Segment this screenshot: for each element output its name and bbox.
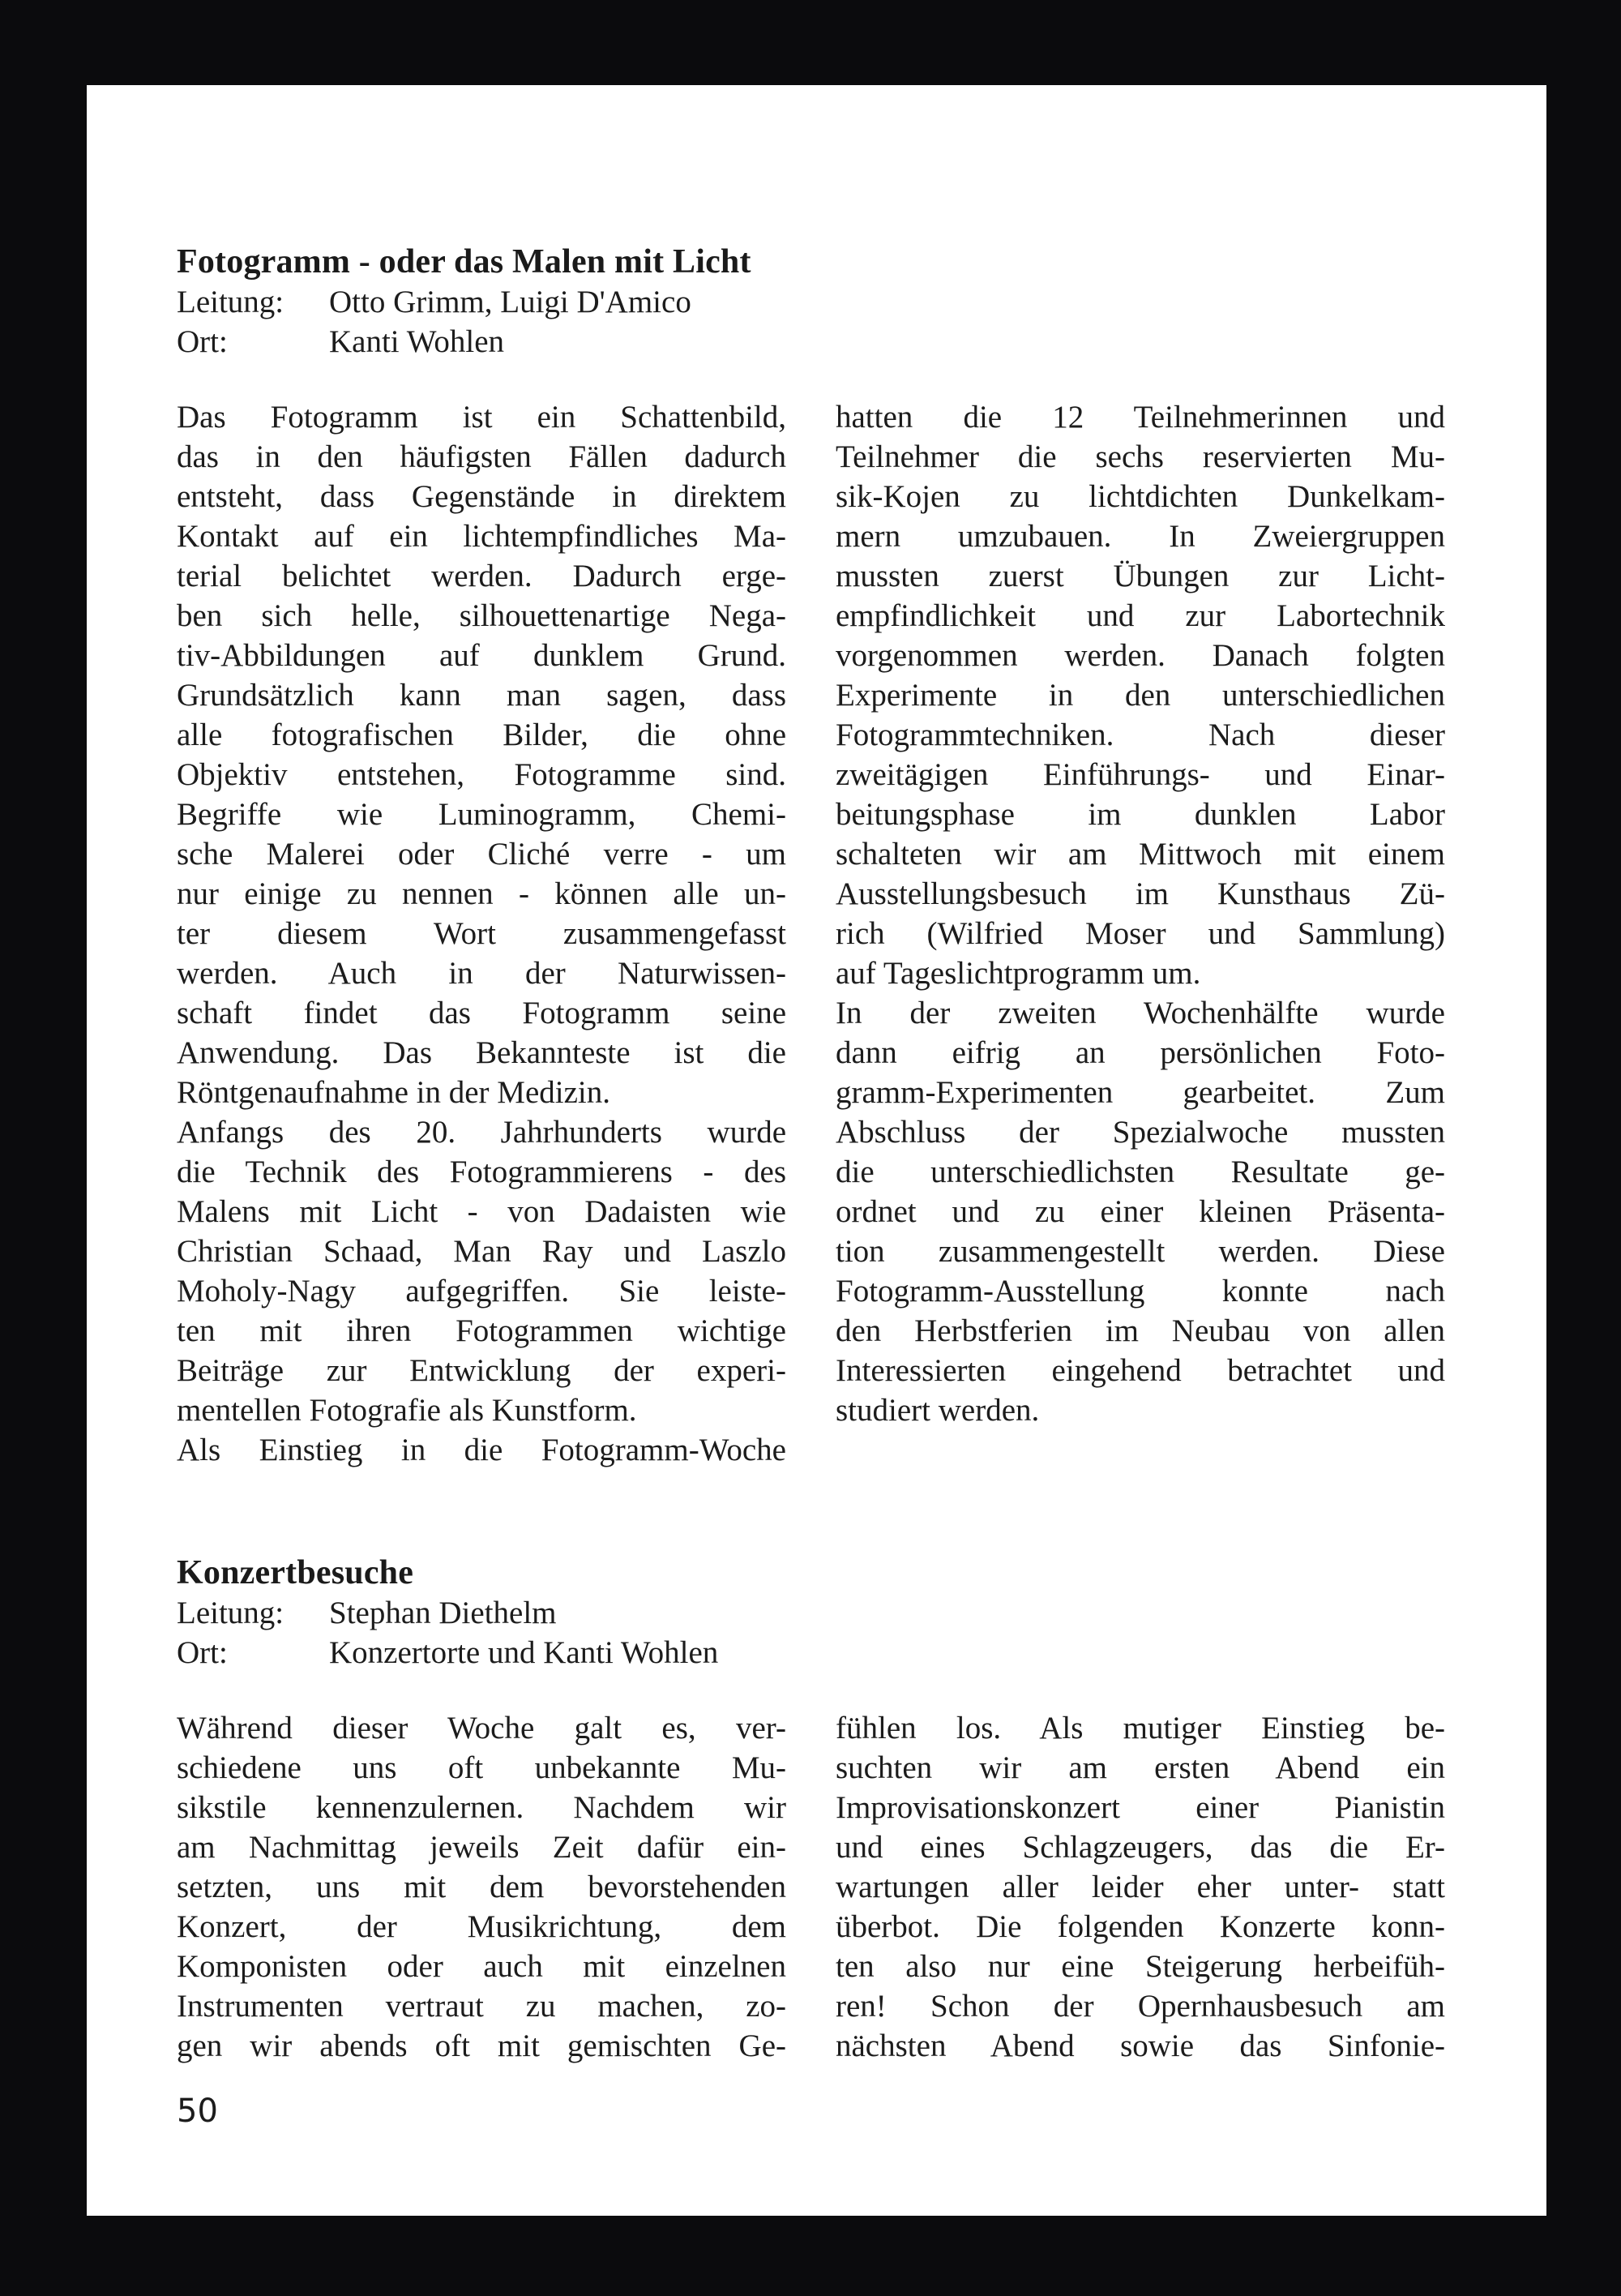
text-line: ten also nur eine Steigerung herbeifüh- — [836, 1949, 1445, 1984]
right-column — [836, 397, 1445, 1470]
text-line: die unterschiedlichsten Resultate ge- — [836, 1154, 1445, 1189]
text-line: Improvisationskonzert einer Pianistin — [836, 1790, 1445, 1825]
text-line: Anfangs des 20. Jahrhunderts wurde — [177, 1115, 786, 1150]
text-line: Während dieser Woche galt es, ver- — [177, 1711, 786, 1746]
text-line: sche Malerei oder Cliché verre - um — [177, 837, 786, 872]
text-line: mentellen Fotografie als Kunstform. — [177, 1393, 637, 1428]
text-line: fühlen los. Als mutiger Einstieg be- — [836, 1711, 1445, 1746]
text-line: alle fotografischen Bilder, die ohne — [177, 718, 786, 752]
text-line: Röntgenaufnahme in der Medizin. — [177, 1075, 611, 1110]
text-line: und eines Schlagzeugers, das die Er- — [836, 1830, 1445, 1865]
right-column — [836, 1708, 1445, 2066]
text-line: nur einige zu nennen - können alle un- — [177, 876, 786, 911]
text-line: ten mit ihren Fotogrammen wichtige — [177, 1313, 786, 1348]
text-line: mern umzubauen. In Zweiergruppen — [836, 519, 1445, 554]
left-column — [177, 1708, 786, 2066]
leitung-label: Leitung: — [177, 1596, 284, 1630]
text-line: Christian Schaad, Man Ray und Laszlo — [177, 1234, 786, 1269]
text-line: setzten, uns mit dem bevorstehenden — [177, 1870, 786, 1904]
text-line: nächsten Abend sowie das Sinfonie- — [836, 2028, 1445, 2063]
text-line: ordnet und zu einer kleinen Präsenta- — [836, 1194, 1445, 1229]
text-line: Konzert, der Musikrichtung, dem — [177, 1909, 786, 1944]
text-line: Teilnehmer die sechs reservierten Mu- — [836, 439, 1445, 474]
text-line: schalteten wir am Mittwoch mit einem — [836, 837, 1445, 872]
text-line: studiert werden. — [836, 1393, 1040, 1428]
text-line: die Technik des Fotogrammierens - des — [177, 1154, 786, 1189]
text-line: Ausstellungsbesuch im Kunsthaus Zü- — [836, 876, 1445, 911]
section-fotogramm — [177, 242, 1445, 1470]
document-page — [87, 85, 1546, 2216]
leitung-value: Stephan Diethelm — [329, 1596, 557, 1630]
text-line: sik-Kojen zu lichtdichten Dunkelkam- — [836, 479, 1445, 514]
text-line: Kontakt auf ein lichtempfindliches Ma- — [177, 519, 786, 554]
text-line: schaft findet das Fotogramm seine — [177, 996, 786, 1030]
ort-value: Konzertorte und Kanti Wohlen — [329, 1635, 719, 1670]
text-line: ben sich helle, silhouettenartige Nega- — [177, 598, 786, 633]
text-line: beitungsphase im dunklen Labor — [836, 797, 1445, 832]
leitung-row — [177, 282, 1445, 322]
text-line: Fotogrammtechniken. Nach dieser — [836, 718, 1445, 752]
ort-row — [177, 1633, 1445, 1673]
leitung-value: Otto Grimm, Luigi D'Amico — [329, 285, 691, 319]
text-line: gen wir abends oft mit gemischten Ge- — [177, 2028, 786, 2063]
text-line: rich (Wilfried Moser und Sammlung) — [836, 916, 1445, 951]
text-line: auf Tageslichtprogramm um. — [836, 956, 1201, 991]
text-line: Objektiv entstehen, Fotogramme sind. — [177, 757, 786, 792]
text-line: mussten zuerst Übungen zur Licht- — [836, 559, 1445, 593]
text-line: sikstile kennenzulernen. Nachdem wir — [177, 1790, 786, 1825]
section-title: Konzertbesuche — [177, 1554, 414, 1591]
text-line: tion zusammengestellt werden. Diese — [836, 1234, 1445, 1269]
text-line: hatten die 12 Teilnehmerinnen und — [836, 400, 1445, 435]
text-line: terial belichtet werden. Dadurch erge- — [177, 559, 786, 593]
text-line: vorgenommen werden. Danach folgten — [836, 638, 1445, 673]
text-line: am Nachmittag jeweils Zeit dafür ein- — [177, 1830, 786, 1865]
body-columns — [177, 1708, 1445, 2066]
section-title: Fotogramm - oder das Malen mit Licht — [177, 243, 751, 281]
text-line: Grundsätzlich kann man sagen, dass — [177, 678, 786, 713]
text-line: ter diesem Wort zusammengefasst — [177, 916, 786, 951]
text-line: dann eifrig an persönlichen Foto- — [836, 1035, 1445, 1070]
text-line: den Herbstferien im Neubau von allen — [836, 1313, 1445, 1348]
text-line: Abschluss der Spezialwoche mussten — [836, 1115, 1445, 1150]
text-line: In der zweiten Wochenhälfte wurde — [836, 996, 1445, 1030]
text-line: Begriffe wie Luminogramm, Chemi- — [177, 797, 786, 832]
text-line: werden. Auch in der Naturwissen- — [177, 956, 786, 991]
text-line: zweitägigen Einführungs- und Einar- — [836, 757, 1445, 792]
ort-row — [177, 322, 1445, 362]
section-konzertbesuche — [177, 1553, 1445, 2066]
text-line: Moholy-Nagy aufgegriffen. Sie leiste- — [177, 1274, 786, 1309]
text-line: das in den häufigsten Fällen dadurch — [177, 439, 786, 474]
text-line: empfindlichkeit und zur Labortechnik — [836, 598, 1445, 633]
text-line: Malens mit Licht - von Dadaisten wie — [177, 1194, 786, 1229]
text-line: Fotogramm-Ausstellung konnte nach — [836, 1274, 1445, 1309]
text-line: tiv-Abbildungen auf dunklem Grund. — [177, 638, 786, 673]
page-number: 50 — [177, 2093, 218, 2130]
text-line: Instrumenten vertraut zu machen, zo- — [177, 1989, 786, 2024]
text-line: Das Fotogramm ist ein Schattenbild, — [177, 400, 786, 435]
text-line: Als Einstieg in die Fotogramm-Woche — [177, 1433, 786, 1467]
body-columns — [177, 397, 1445, 1470]
text-line: Beiträge zur Entwicklung der experi- — [177, 1353, 786, 1388]
text-line: überbot. Die folgenden Konzerte konn- — [836, 1909, 1445, 1944]
text-line: gramm-Experimenten gearbeitet. Zum — [836, 1075, 1445, 1110]
leitung-label: Leitung: — [177, 285, 284, 319]
text-line: wartungen aller leider eher unter- statt — [836, 1870, 1445, 1904]
ort-label: Ort: — [177, 324, 228, 359]
text-line: ren! Schon der Opernhausbesuch am — [836, 1989, 1445, 2024]
ort-value: Kanti Wohlen — [329, 324, 505, 359]
left-column — [177, 397, 786, 1470]
ort-label: Ort: — [177, 1635, 228, 1670]
text-line: schiedene uns oft unbekannte Mu- — [177, 1750, 786, 1785]
text-line: Experimente in den unterschiedlichen — [836, 678, 1445, 713]
text-line: Interessierten eingehend betrachtet und — [836, 1353, 1445, 1388]
text-line: Komponisten oder auch mit einzelnen — [177, 1949, 786, 1984]
text-line: entsteht, dass Gegenstände in direktem — [177, 479, 786, 514]
text-line: Anwendung. Das Bekannteste ist die — [177, 1035, 786, 1070]
text-line: suchten wir am ersten Abend ein — [836, 1750, 1445, 1785]
leitung-row — [177, 1593, 1445, 1633]
